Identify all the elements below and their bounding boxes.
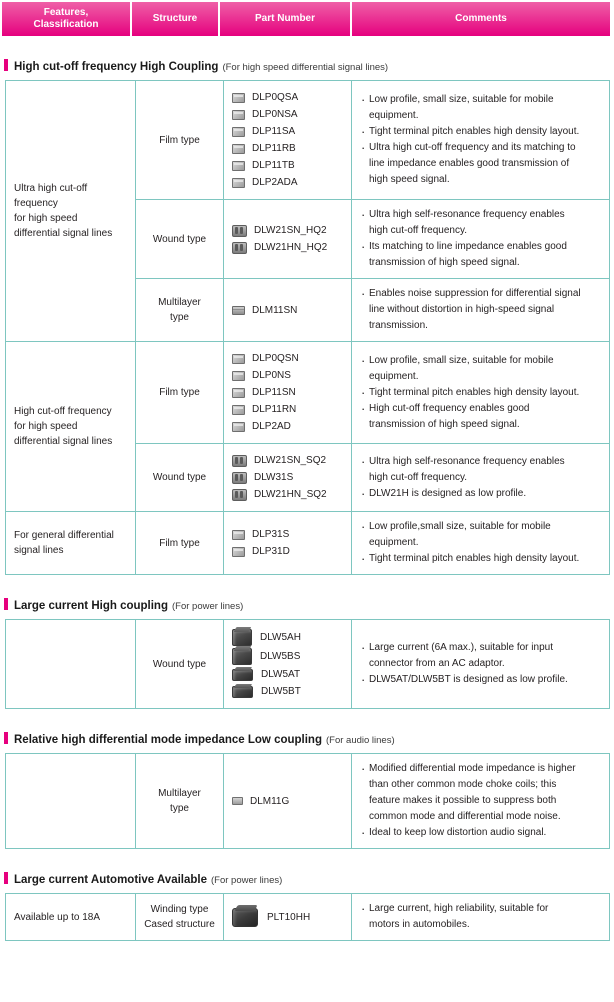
cell-comments <box>352 342 610 444</box>
part-number-list <box>232 629 343 699</box>
comment-line: · Tight terminal pitch enables high density layout. <box>360 385 601 400</box>
list-item: DLM11G <box>232 794 343 809</box>
comment-line: · DLW21H is designed as low profile. <box>360 486 601 501</box>
list-item: DLW31S <box>232 470 343 485</box>
list-item: DLW21SN_SQ2 <box>232 453 343 468</box>
comment-line: · Low profile, small size, suitable for mobile <box>360 353 601 368</box>
list-item: DLP11RN <box>232 402 343 417</box>
list-item: DLP0QSN <box>232 351 343 366</box>
cell-structure-wound-type: Wound type <box>136 620 224 709</box>
header-cell-features <box>2 2 132 36</box>
wound-coil-icon <box>232 455 247 467</box>
list-item: DLP11TB <box>232 158 343 173</box>
table-large-current-high-coupling <box>5 619 610 709</box>
cell-structure-wound-type: Wound type <box>136 200 224 279</box>
chip-icon <box>232 530 245 540</box>
section-subtitle-text: (For power lines) <box>211 875 283 886</box>
comment-line: · Modified differential mode impedance is higher <box>360 761 601 776</box>
cell-structure-winding-cased <box>136 894 224 941</box>
list-item: PLT10HH <box>232 908 343 927</box>
datasheet-page <box>0 2 614 941</box>
cell-part-numbers <box>224 342 352 444</box>
chip-icon <box>232 144 245 154</box>
comment-line: line without distortion in high-speed signal <box>369 304 555 315</box>
comment-line: equipment. <box>369 370 419 382</box>
structure-line-1: Multilayer <box>158 297 201 308</box>
structure-line-2: Cased structure <box>144 919 215 930</box>
flat-cube-coil-icon <box>232 669 253 681</box>
cell-part-numbers <box>224 444 352 512</box>
list-item: DLW21SN_HQ2 <box>232 223 343 238</box>
cell-part-numbers <box>224 279 352 342</box>
section-title-relative-high-impedance <box>4 731 614 746</box>
comment-line: equipment. <box>369 537 419 548</box>
comment-list <box>360 761 601 840</box>
table-row <box>6 894 610 941</box>
list-item: DLW21HN_SQ2 <box>232 487 343 502</box>
cube-coil-icon <box>232 648 252 665</box>
table-row <box>6 342 610 444</box>
table-row <box>6 512 610 575</box>
comment-list <box>360 519 601 566</box>
comment-list <box>360 454 601 501</box>
comment-line: high speed signal. <box>369 174 450 185</box>
header-features-line2: Classification <box>33 19 99 30</box>
cell-features-available-18a: Available up to 18A <box>6 894 136 941</box>
part-number-list <box>232 527 343 559</box>
cell-part-numbers <box>224 81 352 200</box>
section-marker-icon <box>4 598 8 610</box>
list-item: DLW21HN_HQ2 <box>232 240 343 255</box>
comment-list <box>360 286 601 333</box>
list-item: DLP0NSA <box>232 107 343 122</box>
header-cell-structure: Structure <box>132 2 220 36</box>
structure-line-1: Winding type <box>150 904 209 915</box>
comment-line: motors in automobiles. <box>369 919 470 930</box>
features-line-1: High cut-off frequency <box>14 406 112 417</box>
structure-line-2: type <box>170 803 189 814</box>
cell-part-numbers <box>224 894 352 941</box>
comment-line: · Ideal to keep low distortion audio signal. <box>360 825 601 840</box>
chip-icon <box>232 110 245 120</box>
section-title-large-current-automotive <box>4 871 614 886</box>
chip-icon <box>232 161 245 171</box>
part-number-list <box>232 908 343 927</box>
comment-line: transmission of high speed signal. <box>369 418 520 430</box>
cell-comments <box>352 620 610 709</box>
section-title-text: Large current High coupling <box>14 600 168 612</box>
comment-line: line impedance enables good transmission of <box>369 158 570 169</box>
table-relative-high-impedance <box>5 753 610 849</box>
cell-features-empty <box>6 754 136 849</box>
cell-part-numbers <box>224 512 352 575</box>
comment-line: · Ultra high cut-off frequency and its matching to <box>360 140 601 155</box>
features-line-2: for high speed <box>14 421 78 432</box>
cell-comments <box>352 81 610 200</box>
comment-line: high cut-off frequency. <box>369 471 468 483</box>
header-cell-comments: Comments <box>352 2 610 36</box>
comment-line: · Large current, high reliability, suitable for <box>360 901 601 916</box>
comment-list <box>360 901 601 932</box>
comment-line: than other common mode choke coils; this <box>369 779 557 790</box>
chip-icon <box>232 422 245 432</box>
comment-line: transmission of high speed signal. <box>369 257 520 268</box>
section-marker-icon <box>4 872 8 884</box>
chip-icon <box>232 93 245 103</box>
multilayer-chip-icon <box>232 306 245 315</box>
chip-icon <box>232 178 245 188</box>
cell-structure-multilayer-type <box>136 754 224 849</box>
comment-line: · DLW5AT/DLW5BT is designed as low profile. <box>360 672 601 687</box>
structure-line-2: type <box>170 312 189 323</box>
part-number-list <box>232 223 343 255</box>
structure-line-1: Multilayer <box>158 788 201 799</box>
list-item: DLP31D <box>232 544 343 559</box>
comment-list <box>360 92 601 187</box>
table-large-current-automotive <box>5 893 610 941</box>
chip-icon <box>232 371 245 381</box>
cell-comments <box>352 200 610 279</box>
cell-structure-wound-type: Wound type <box>136 444 224 512</box>
cell-structure-film-type: Film type <box>136 81 224 200</box>
header-cell-part-number: Part Number <box>220 2 352 36</box>
comment-line: · Ultra high self-resonance frequency enables <box>360 454 601 469</box>
part-number-list <box>232 453 343 502</box>
list-item: DLP0NS <box>232 368 343 383</box>
list-item: DLP2AD <box>232 419 343 434</box>
table-header <box>2 2 612 36</box>
cell-structure-multilayer-type <box>136 279 224 342</box>
list-item: DLP31S <box>232 527 343 542</box>
cell-comments <box>352 754 610 849</box>
comment-line: · Large current (6A max.), suitable for input <box>360 640 601 655</box>
comment-line: transmission. <box>369 320 428 331</box>
section-subtitle-text: (For high speed differential signal lines) <box>222 62 389 73</box>
wound-coil-icon <box>232 242 247 254</box>
comment-line: · Its matching to line impedance enables good <box>360 239 601 254</box>
cased-coil-icon <box>232 908 258 927</box>
section-title-text: High cut-off frequency High Coupling <box>14 61 219 73</box>
section-title-text: Large current Automotive Available <box>14 874 207 886</box>
section-marker-icon <box>4 59 8 71</box>
multilayer-chip-icon <box>232 797 243 805</box>
chip-icon <box>232 405 245 415</box>
cell-comments <box>352 512 610 575</box>
comment-line: feature makes it possible to suppress both <box>369 795 557 806</box>
features-line-2: signal lines <box>14 545 64 556</box>
chip-icon <box>232 388 245 398</box>
chip-icon <box>232 547 245 557</box>
features-line-3: differential signal lines <box>14 436 113 447</box>
section-subtitle-text: (For audio lines) <box>325 735 395 746</box>
wound-coil-icon <box>232 225 247 237</box>
table-row <box>6 81 610 200</box>
part-number-list <box>232 794 343 809</box>
cell-comments <box>352 279 610 342</box>
list-item: DLP0QSA <box>232 90 343 105</box>
features-line-1: For general differential <box>14 530 114 541</box>
cell-features-ultra-high <box>6 81 136 342</box>
comment-line: · Tight terminal pitch enables high density layout. <box>360 124 601 139</box>
cell-features-high-cutoff <box>6 342 136 512</box>
part-number-list <box>232 351 343 434</box>
features-line-4: differential signal lines <box>14 228 113 239</box>
list-item: DLP11SN <box>232 385 343 400</box>
comment-line: connector from an AC adaptor. <box>369 658 505 669</box>
cell-part-numbers <box>224 620 352 709</box>
part-number-list <box>232 90 343 190</box>
section-title-text: Relative high differential mode impedance Low coupling <box>14 734 322 746</box>
flat-cube-coil-icon <box>232 686 253 698</box>
comment-line: equipment. <box>369 110 419 121</box>
list-item: DLW5BT <box>232 684 343 699</box>
table-row <box>6 620 610 709</box>
cell-comments <box>352 444 610 512</box>
section-title-large-current-high-coupling <box>4 597 614 612</box>
section-marker-icon <box>4 732 8 744</box>
list-item: DLW5BS <box>232 648 343 665</box>
comment-line: high cut-off frequency. <box>369 225 468 236</box>
table-row <box>6 754 610 849</box>
table-high-cutoff-high-coupling <box>5 80 610 575</box>
comment-list <box>360 207 601 270</box>
header-features-line1: Features, <box>43 6 89 18</box>
cell-features-general <box>6 512 136 575</box>
comment-line: · Enables noise suppression for differential signal <box>360 286 601 301</box>
features-line-2: frequency <box>14 198 58 209</box>
list-item: DLP11SA <box>232 124 343 139</box>
comment-line: · Low profile,small size, suitable for mobile <box>360 519 601 534</box>
features-line-3: for high speed <box>14 213 78 224</box>
comment-line: · High cut-off frequency enables good <box>360 401 601 416</box>
cube-coil-icon <box>232 629 252 646</box>
comment-line: · Ultra high self-resonance frequency enables <box>360 207 601 222</box>
comment-list <box>360 640 601 687</box>
features-line-1: Ultra high cut-off <box>14 183 88 194</box>
cell-part-numbers <box>224 754 352 849</box>
list-item: DLP11RB <box>232 141 343 156</box>
cell-part-numbers <box>224 200 352 279</box>
comment-line: · Low profile, small size, suitable for mobile <box>360 92 601 107</box>
list-item: DLM11SN <box>232 303 343 318</box>
wound-coil-icon <box>232 472 247 484</box>
chip-icon <box>232 127 245 137</box>
wound-coil-icon <box>232 489 247 501</box>
list-item: DLP2ADA <box>232 175 343 190</box>
section-subtitle-text: (For power lines) <box>171 601 244 612</box>
comment-list <box>360 353 601 432</box>
cell-comments <box>352 894 610 941</box>
comment-line: · Tight terminal pitch enables high density layout. <box>360 551 601 566</box>
part-number-list <box>232 303 343 318</box>
section-title-high-cutoff-high-coupling <box>4 58 614 73</box>
comment-line: common mode and differential mode noise. <box>369 811 561 822</box>
chip-icon <box>232 354 245 364</box>
cell-features-empty <box>6 620 136 709</box>
list-item: DLW5AT <box>232 667 343 682</box>
list-item: DLW5AH <box>232 629 343 646</box>
cell-structure-film-type: Film type <box>136 342 224 444</box>
cell-structure-film-type: Film type <box>136 512 224 575</box>
